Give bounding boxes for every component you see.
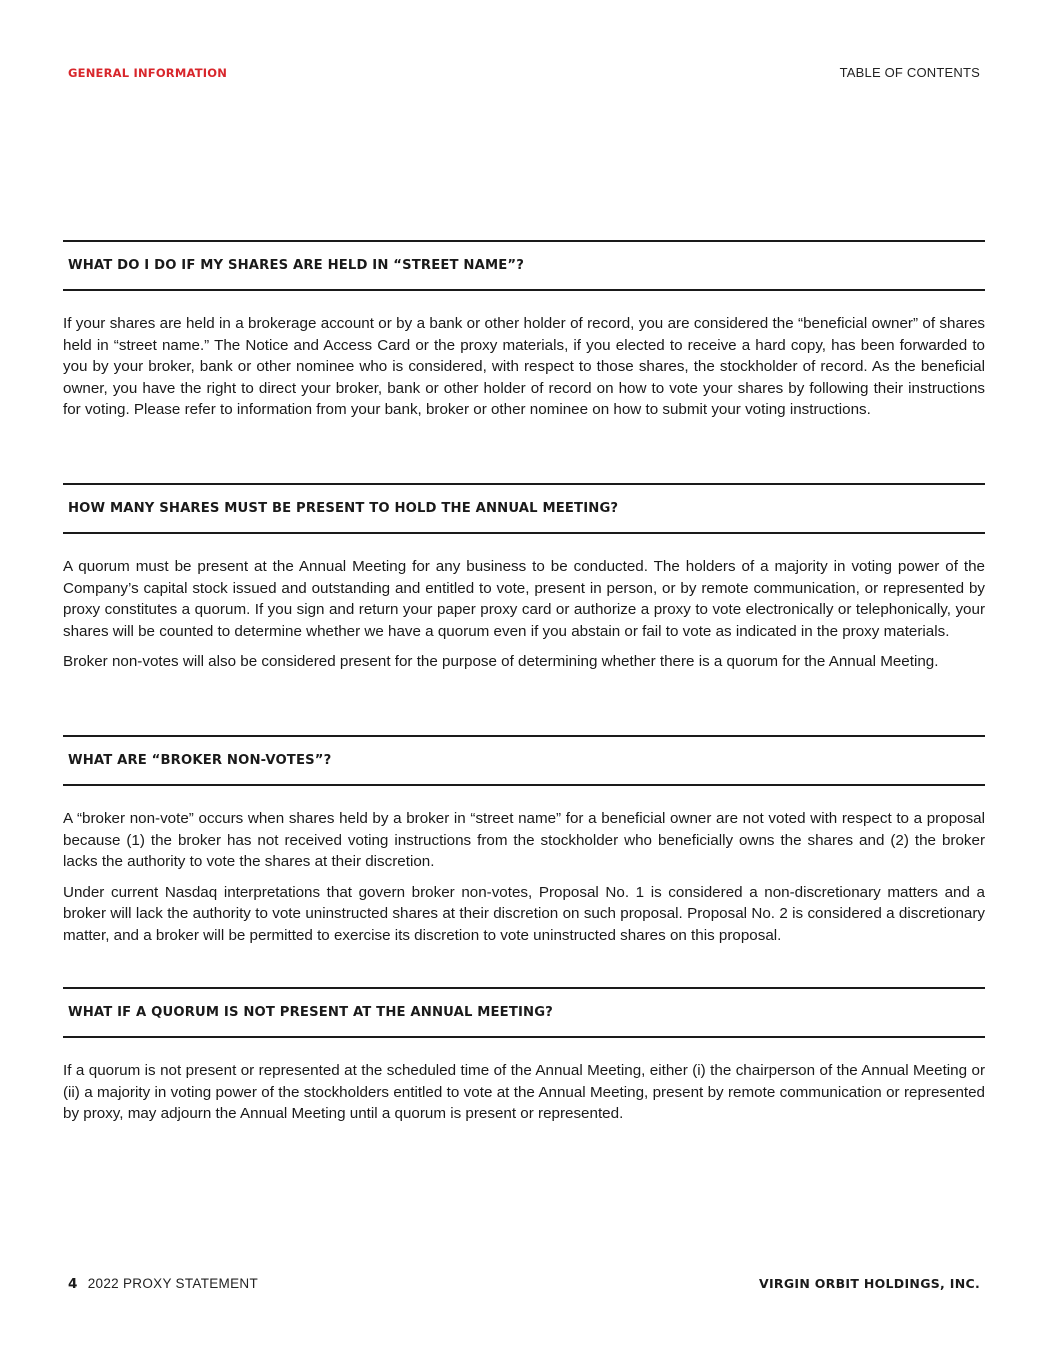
table-of-contents-link[interactable]: TABLE OF CONTENTS (839, 65, 980, 80)
question-heading: WHAT DO I DO IF MY SHARES ARE HELD IN “STREET NAME”? (68, 258, 524, 273)
question-heading: WHAT IF A QUORUM IS NOT PRESENT AT THE ANNUAL MEETING? (68, 1005, 553, 1020)
answer-paragraph: Broker non-votes will also be considered present for the purpose of determining whether there is a quorum for the Annual Meeting. (63, 653, 939, 671)
faq-section-broker-non-votes (63, 735, 985, 956)
question-heading: HOW MANY SHARES MUST BE PRESENT TO HOLD THE ANNUAL MEETING? (68, 501, 619, 516)
faq-section-quorum-requirement (63, 483, 985, 682)
answer-paragraph: If a quorum is not present or represented at the scheduled time of the Annual Meeting, either (i) the chairperson of the Annual Meeting or (ii) a majority in voting power of the stockholders entitled to vote at the Annual Meeting, present by remote communication or represented by proxy, may adjourn the Annual Meeting until a quorum is present or represented. (63, 1062, 985, 1123)
faq-section-street-name (63, 240, 985, 430)
section-label-link[interactable]: GENERAL INFORMATION (68, 66, 228, 80)
answer-body (63, 808, 985, 947)
question-band (63, 240, 985, 291)
answer-paragraph: If your shares are held in a brokerage account or by a bank or other holder of record, you are considered the “beneficial owner” of shares held in “street name.” The Notice and Access Card or the proxy materials, if you elected to receive a hard copy, has been forwarded to you by your broker, bank or other nominee who is considered, with respect to those shares, the stockholder of record. As the beneficial owner, you have the right to direct your broker, bank or other holder of record on how to vote your shares by following their instructions for voting. Please refer to information from your bank, broker or other nominee on how to submit your voting instructions. (63, 315, 985, 419)
answer-body (63, 556, 985, 673)
question-band (63, 483, 985, 534)
answer-paragraph: A quorum must be present at the Annual Meeting for any business to be conducted. The holders of a majority in voting power of the Company’s capital stock issued and outstanding and entitled to vote, present in person, or by remote communication, or represented by proxy constitutes a quorum. If you sign and return your paper proxy card or authorize a proxy to vote electronically or telephonically, your shares will be counted to determine whether we have a quorum even if you abstain or fail to vote as indicated in the proxy materials. (63, 558, 985, 640)
question-band (63, 987, 985, 1038)
faq-section-no-quorum (63, 987, 985, 1134)
page-number: 4 (68, 1276, 78, 1292)
page-footer-left (68, 1276, 258, 1292)
question-heading: WHAT ARE “BROKER NON-VOTES”? (68, 753, 332, 768)
answer-body (63, 313, 985, 421)
answer-paragraph: Under current Nasdaq interpretations that govern broker non-votes, Proposal No. 1 is considered a non-discretionary matters and a broker will lack the authority to vote uninstructed shares at their discretion on such proposal. Proposal No. 2 is considered a discretionary matter, and a broker will be permitted to exercise its discretion to vote uninstructed shares on this proposal. (63, 883, 985, 944)
answer-paragraph: A “broker non-vote” occurs when shares held by a broker in “street name” for a beneficial owner are not voted with respect to a proposal because (1) the broker has not received voting instructions from the stockholder who beneficially owns the shares and (2) the broker lacks the authority to vote the shares at their discretion. (63, 810, 985, 871)
answer-body (63, 1060, 985, 1125)
company-name: VIRGIN ORBIT HOLDINGS, INC. (758, 1276, 980, 1291)
question-band (63, 735, 985, 786)
document-title: 2022 PROXY STATEMENT (87, 1276, 259, 1291)
